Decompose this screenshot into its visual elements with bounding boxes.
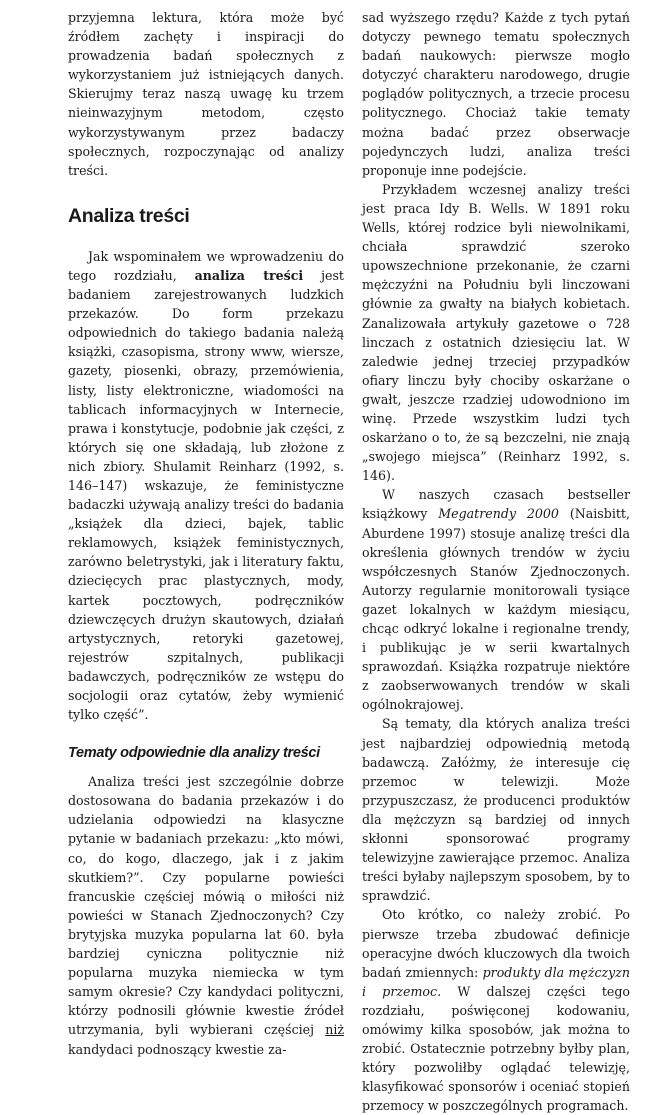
p2-underlined-word: niż (325, 1022, 344, 1038)
book-title: Megatrendy 2000 (438, 506, 559, 522)
p2-text-a: Analiza treści jest szczególnie dobrze dostosowana do badania przekazów i do udzielania odpowiedzi na klasyczne pytanie w badaniach przekazu: „kto mówi, co, do kogo, dlaczego, jak i z jakim skutkiem?”. Czy popularne powieści francuskie częściej mówią o miłości niż powieści w Stanach Zjednoczonych? Czy brytyjska muzyka popularna lat 60. była bardziej cyniczna politycznie niż popularna muzyka niemiecka w tym samym okresie? Czy kandydaci polityczni, którzy podnosili głównie kwestie źródeł utrzymania, byli wybierani częściej (68, 774, 344, 1038)
p1-text-b: jest badaniem zarejestrowanych ludzkich przekazów. Do form przekazu odpowiednich do takiego badania należą książki, czasopisma, strony www, wiersze, gazety, piosenki, obrazy, przemówienia, listy, listy elektroniczne, wiadomości na tablicach informacyjnych w Internecie, prawa i konstytucje, podobnie jak części, z których się one składają, lub złożone z nich zbiory. Shulamit Reinharz (1992, s. 146–147) wskazuje, że feministyczne badaczki używają analizy treści do badania „książek dla dzieci, bajek, tablic reklamowych, książek feministycznych, zarówno beletrystyki, jak i literatury faktu, dziecięcych prac plastycznych, mody, kartek pocztowych, podręczników dziewczęcych drużyn skautowych, działań artystycznych, retoryki gazetowej, rejestrów szpitalnych, publikacji badawczych, podręczników ze wstępu do socjologii oraz cytatów, żeby wymienić tylko część”. (68, 267, 344, 723)
megatrends-paragraph (362, 485, 630, 714)
subsection-heading: Tematy odpowiednie dla analizy treści (68, 745, 320, 762)
p5-text-a: W naszych czasach bestseller książkowy (362, 487, 630, 522)
ida-wells-paragraph: Przykładem wczesnej analizy treści jest praca Idy B. Wells. W 1891 roku Wells, której rodzice byli niewolnikami, chciała sprawdzić szeroko upowszechnione przekonanie, że czarni mężczyźni na Południu byli linczowani głównie za gwałty na białych kobietach. Zanalizowała artykuły gazetowe o 728 linczach z ostatnich dziesięciu lat. W zaledwie jednej trzeciej przypadków ofiary linczu były chociby oskarżane o gwałt, jeszcze rzadziej udowodniono im winę. Przede wszystkim ludzi tych oskarżano o to, że są bezczelni, nie znają „swojego miejsca” (Reinharz 1992, s. 146). (362, 181, 630, 484)
tv-violence-paragraph: Są tematy, dla których analiza treści jest najbardziej odpowiednią metodą badawczą. Załóżmy, że interesuje cię przemoc w telewizji. Może przypuszczasz, że producenci produktów dla mężczyzn są bardziej od innych skłonni sponsorować programy telewizyjne zawierające przemoc. Analiza treści byłaby najlepszym sposobem, by to sprawdzić. (362, 716, 630, 904)
left-column (68, 8, 344, 1059)
p7-text-a: Oto krótko, co należy zrobić. Po pierwsze trzeba zbudować definicje operacyjne dwóch kluczowych dla twoich badań zmiennych: (362, 907, 630, 980)
intro-paragraph: przyjemna lektura, która może być źródłem zachęty i inspiracji do prowadzenia badań społecznych z wykorzystaniem już istniejących danych. Skierujmy teraz naszą uwagę ku trzem nieinwazyjnym metodom, często wykorzystywanym przez badaczy społecznych, rozpoczynając od analizy treści. (68, 10, 344, 178)
procedure-paragraph (362, 905, 630, 1115)
p1-bold-term: analiza treści (194, 267, 304, 283)
p5-text-b: (Naisbitt, Aburdene 1997) stosuje analizę treści dla określenia głównych trendów w życiu współczesnych Stanów Zjednoczonych. Autorzy regularnie monitorowali tysiące gazet lokalnych w każdym miesiącu, chcąc odkryć lokalne i regionalne trendy, i publikując je w serii kwartalnych sprawozdań. Książka rozpatruje niektóre z zaobserwowanych trendów w skali ogólnokrajowej. (362, 506, 630, 713)
content-analysis-paragraph (68, 247, 344, 724)
variables-italic: produkty dla mężczyzn i przemoc (362, 964, 631, 999)
p7-text-b: . W dalszej części tego rozdziału, poświęconej kodowaniu, omówimy kilka sposobów, jak można to zrobić. Ostatecznie potrzebny byłby plan, który pozwoliłby oglądać telewizję, klasyfikować sponsorów i oceniać stopień przemocy w poszczególnych programach. (362, 983, 631, 1114)
section-heading: Analiza treści (68, 204, 190, 227)
continuation-paragraph: sad wyższego rzędu? Każde z tych pytań dotyczy pewnego tematu społecznych badań naukowych: pierwsze mogło dotyczyć charakteru narodowego, drugie poglądów politycznych, a trzecie procesu politycznego. Chociaż takie tematy można badać przez obserwacje pojedynczych ludzi, analiza treści proponuje inne podejście. (362, 10, 630, 178)
p1-text-a: Jak wspominałem we wprowadzeniu do tego rozdziału, (68, 248, 344, 283)
p2-text-b: kandydaci podnoszący kwestie za- (68, 1041, 287, 1057)
right-column (362, 8, 630, 1115)
topics-paragraph (68, 772, 344, 1058)
